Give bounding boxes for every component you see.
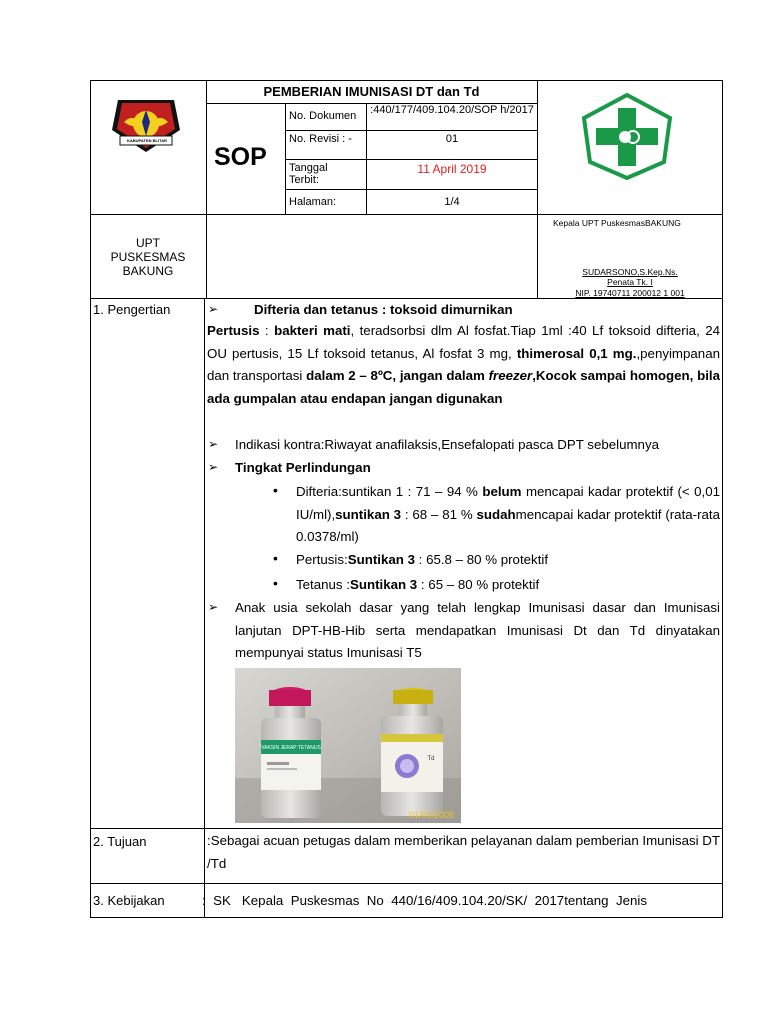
text: mencapai kadar protektif (rata-rata 0.0378/ml) bbox=[296, 506, 720, 544]
section-divider-2 bbox=[90, 883, 723, 884]
table-border-bottom bbox=[90, 917, 723, 918]
tujuan-text: :Sebagai acuan petugas dalam memberikan pelayanan dalam pemberian Imunisasi DT /Td bbox=[207, 833, 720, 871]
logo-caption: KABUPATEN BLITAR bbox=[127, 138, 167, 143]
text: : 65 – 80 % protektif bbox=[417, 577, 540, 592]
meta-label-revisi: No. Revisi : - bbox=[289, 133, 352, 145]
header-divider-1 bbox=[206, 80, 207, 299]
meta-row-1 bbox=[285, 130, 537, 131]
kebijakan-text: : SK Kepala Puskesmas No 440/16/409.104.20/SK/ 2017tentang Jenis bbox=[202, 893, 647, 908]
arrow-bullet-icon: ➢ bbox=[208, 460, 219, 474]
meta-value-dokumen: :440/177/409.104.20/SOP h/2017 bbox=[370, 104, 534, 116]
table-border-right bbox=[722, 80, 723, 918]
vial-left-label: VAKSIN JERAP TETANUS bbox=[261, 745, 321, 751]
text: : 68 – 81 % bbox=[401, 506, 477, 522]
meta-label-dokumen: No. Dokumen bbox=[289, 110, 357, 122]
text: Pertusis: bbox=[296, 552, 348, 567]
text-suntikan-3: Suntikan 3 bbox=[347, 552, 415, 567]
section-divider-1 bbox=[90, 828, 723, 829]
dot-bullet-icon: • bbox=[273, 575, 278, 591]
dot-bullet-icon: • bbox=[273, 550, 278, 566]
table-border-left bbox=[90, 80, 91, 918]
text-suntikan-3: Suntikan 3 bbox=[349, 577, 418, 592]
text: mencapai kadar protektif (< 0,01 IU/ml), bbox=[296, 484, 720, 522]
section-label-kebijakan: 3. Kebijakan bbox=[93, 893, 165, 908]
meta-label-tanggal: Tanggal Terbit: bbox=[289, 162, 328, 186]
meta-row-3 bbox=[285, 189, 537, 190]
text-belum: belum bbox=[482, 484, 522, 499]
photo-date-stamp: 01/05/2005 bbox=[408, 810, 454, 820]
tingkat-perlindungan: Tingkat Perlindungan bbox=[235, 460, 371, 475]
pengertian-paragraph bbox=[207, 320, 720, 410]
indikasi-kontra: Indikasi kontra:Riwayat anafilaksis,Ensefalopati pasca DPT sebelumnya bbox=[235, 437, 659, 452]
text-sudah: sudah bbox=[476, 506, 516, 522]
label-column-divider bbox=[204, 298, 205, 918]
text: Tetanus : bbox=[296, 577, 350, 592]
kepala-label: Kepala UPT PuskesmasBAKUNG bbox=[553, 218, 681, 228]
text-freezer: freezer bbox=[488, 368, 533, 383]
meta-value-halaman: 1/4 bbox=[444, 196, 460, 208]
text-kocok: ,Kocok sampai homogen, bila ada gumpalan atau endapan jangan digunakan bbox=[207, 368, 721, 406]
arrow-bullet-icon: ➢ bbox=[208, 600, 219, 614]
text-suhu: dalam 2 – 8ºC, jangan dalam bbox=[306, 368, 489, 383]
text-suntikan-3: suntikan 3 bbox=[335, 506, 402, 522]
meta-row-2 bbox=[285, 159, 537, 160]
header-divider-2 bbox=[537, 80, 538, 299]
meta-label-halaman: Halaman: bbox=[289, 196, 337, 208]
text-thimerosal: thimerosal 0,1 mg. bbox=[516, 345, 637, 361]
bullet-difteria bbox=[296, 481, 720, 549]
anak-sekolah-text: Anak usia sekolah dasar yang telah lengkap Imunisasi dasar dan Imunisasi lanjutan DPT-HB-Hib serta mendapatkan Imunisasi Dt dan Td dinyatakan mempunyai status Imunisasi T5 bbox=[235, 600, 720, 660]
vaccine-vials-photo bbox=[235, 668, 461, 823]
organization-name: UPT PUSKESMAS BAKUNG bbox=[110, 236, 186, 278]
dot-bullet-icon: • bbox=[273, 482, 278, 498]
meta-value-revisi: 01 bbox=[445, 133, 459, 145]
sop-label: SOP bbox=[214, 143, 267, 171]
arrow-bullet-icon: ➢ bbox=[208, 437, 219, 451]
table-border-top bbox=[90, 80, 723, 81]
text-bakteri-mati: bakteri mati bbox=[274, 323, 351, 338]
signer-name: SUDARSONO,S.Kep.Ns. bbox=[582, 267, 678, 277]
text: Difteria:suntikan 1 : 71 – 94 % bbox=[296, 484, 483, 499]
header-row-divider bbox=[90, 214, 723, 215]
vial-right-label: Td bbox=[427, 756, 435, 762]
document-title: PEMBERIAN IMUNISASI DT dan Td bbox=[263, 84, 480, 99]
section-label-pengertian: 1. Pengertian bbox=[93, 302, 171, 317]
section-label-tujuan: 2. Tujuan bbox=[93, 834, 147, 849]
pengertian-heading: Difteria dan tetanus : toksoid dimurnikan bbox=[254, 302, 513, 317]
text-pertusis: Pertusis bbox=[207, 323, 260, 338]
arrow-bullet-icon: ➢ bbox=[208, 302, 219, 316]
signer-rank: Penata Tk. I bbox=[607, 277, 653, 287]
meta-value-tanggal: 11 April 2019 bbox=[417, 162, 487, 176]
header-bottom bbox=[90, 298, 723, 299]
text: : 65.8 – 80 % protektif bbox=[414, 552, 549, 567]
puskesmas-logo bbox=[578, 92, 676, 180]
bullet-tetanus bbox=[296, 577, 539, 592]
text: ,penyimpanan dan transportasi bbox=[207, 345, 720, 383]
signer-nip: NIP. 19740711 200012 1 001 bbox=[575, 288, 685, 298]
bullet-pertusis bbox=[296, 552, 548, 567]
kabupaten-blitar-logo bbox=[110, 92, 182, 156]
text: , teradsorbsi dlm Al fosfat.Tiap 1ml :40 Lf toksoid difteria, 24 OU pertusis, 15 Lf toksoid tetanus, Al fosfat 3 mg, bbox=[207, 323, 720, 361]
text: : bbox=[259, 323, 275, 338]
